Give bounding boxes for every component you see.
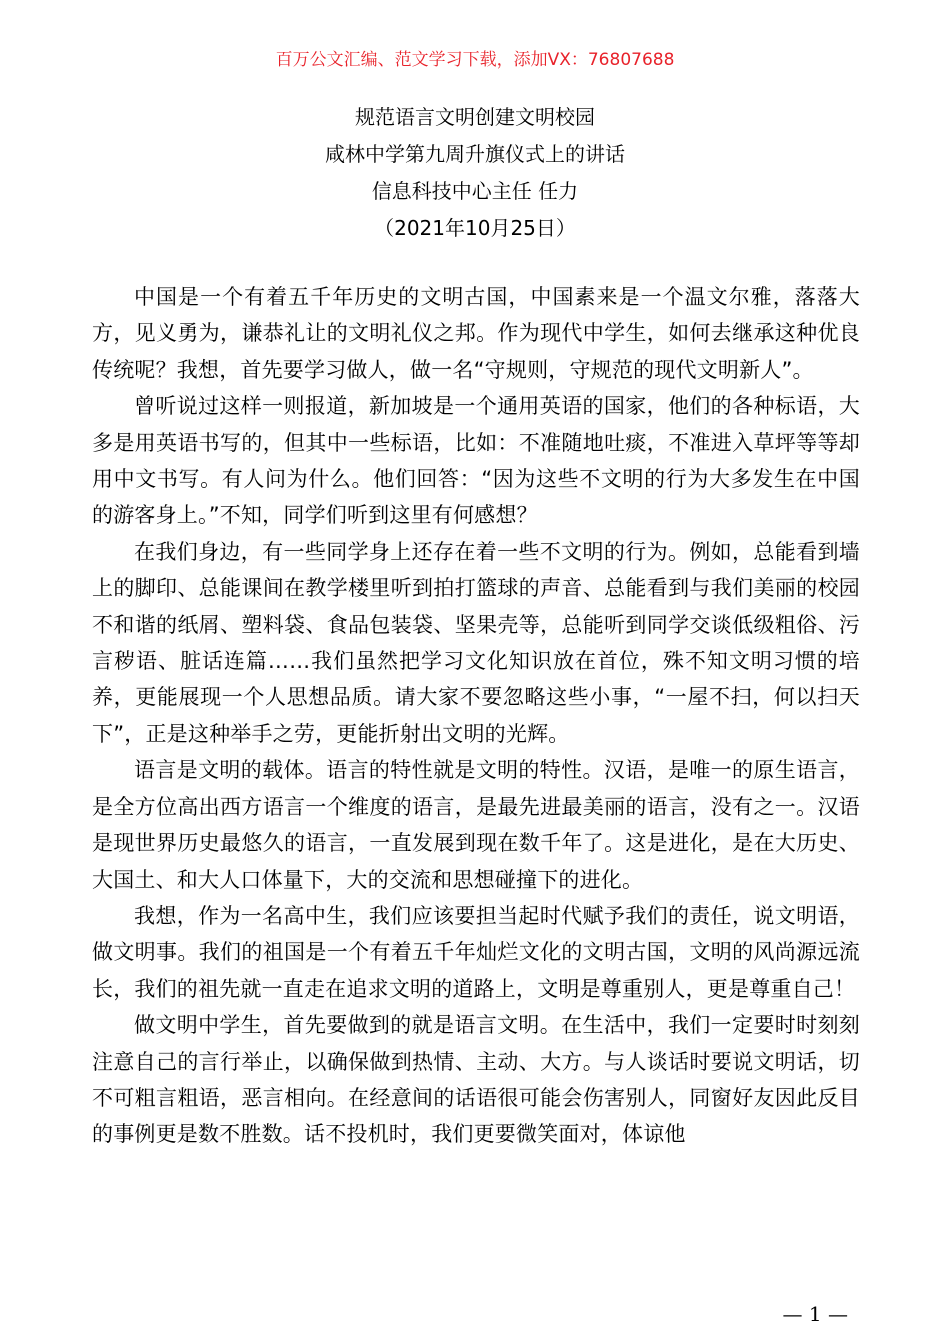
document-title: 规范语言文明创建文明校园	[355, 105, 595, 129]
body-text	[92, 279, 860, 1153]
paragraph: 曾听说过这样一则报道，新加坡是一个通用英语的国家，他们的各种标语，大多是用英语书写的，但其中一些标语，比如：不准随地吐痰，不准进入草坪等等却用中文书写。有人问为什么。他们回答：“因为这些不文明的行为大多发生在中国的游客身上。”不知，同学们听到这里有何感想？	[92, 394, 860, 528]
page-number: — 1 —	[782, 1302, 848, 1326]
paragraph: 中国是一个有着五千年历史的文明古国，中国素来是一个温文尔雅，落落大方，见义勇为，谦恭礼让的文明礼仪之邦。作为现代中学生，如何去继承这种优良传统呢？我想，首先要学习做人，做一名“守规则，守规范的现代文明新人”。	[92, 285, 860, 382]
header-note: 百万公文汇编、范文学习下载，添加VX：76807688	[275, 50, 675, 70]
paragraph: 语言是文明的载体。语言的特性就是文明的特性。汉语，是唯一的原生语言，是全方位高出西方语言一个维度的语言，是最先进最美丽的语言，没有之一。汉语是现世界历史最悠久的语言，一直发展到现在数千年了。这是进化，是在大历史、大国土、和大人口体量下，大的交流和思想碰撞下的进化。	[92, 758, 860, 892]
title-block	[0, 99, 950, 247]
page-number-container	[0, 1300, 950, 1328]
speaker-line: 信息科技中心主任 任力	[371, 179, 579, 203]
date-line: （2021年10月25日）	[374, 216, 576, 240]
document-subtitle: 咸林中学第九周升旗仪式上的讲话	[325, 142, 625, 166]
paragraph: 我想，作为一名高中生，我们应该要担当起时代赋予我们的责任，说文明语，做文明事。我们的祖国是一个有着五千年灿烂文化的文明古国，文明的风尚源远流长，我们的祖先就一直走在追求文明的道路上，文明是尊重别人，更是尊重自己！	[92, 903, 860, 1001]
paragraph: 做文明中学生，首先要做到的就是语言文明。在生活中，我们一定要时时刻刻注意自己的言行举止，以确保做到热情、主动、大方。与人谈话时要说文明话，切不可粗言粗语，恶言相向。在经意间的话语很可能会伤害别人，同窗好友因此反目的事例更是数不胜数。话不投机时，我们更要微笑面对，体谅他	[92, 1013, 860, 1147]
paragraph: 在我们身边，有一些同学身上还存在着一些不文明的行为。例如，总能看到墙上的脚印、总能课间在教学楼里听到拍打篮球的声音、总能看到与我们美丽的校园不和谐的纸屑、塑料袋、食品包装袋、坚果壳等，总能听到同学交谈低级粗俗、污言秽语、脏话连篇……我们虽然把学习文化知识放在首位，殊不知文明习惯的培养，更能展现一个人思想品质。请大家不要忽略这些小事，“一屋不扫，何以扫天下”，正是这种举手之劳，更能折射出文明的光辉。	[92, 539, 860, 746]
